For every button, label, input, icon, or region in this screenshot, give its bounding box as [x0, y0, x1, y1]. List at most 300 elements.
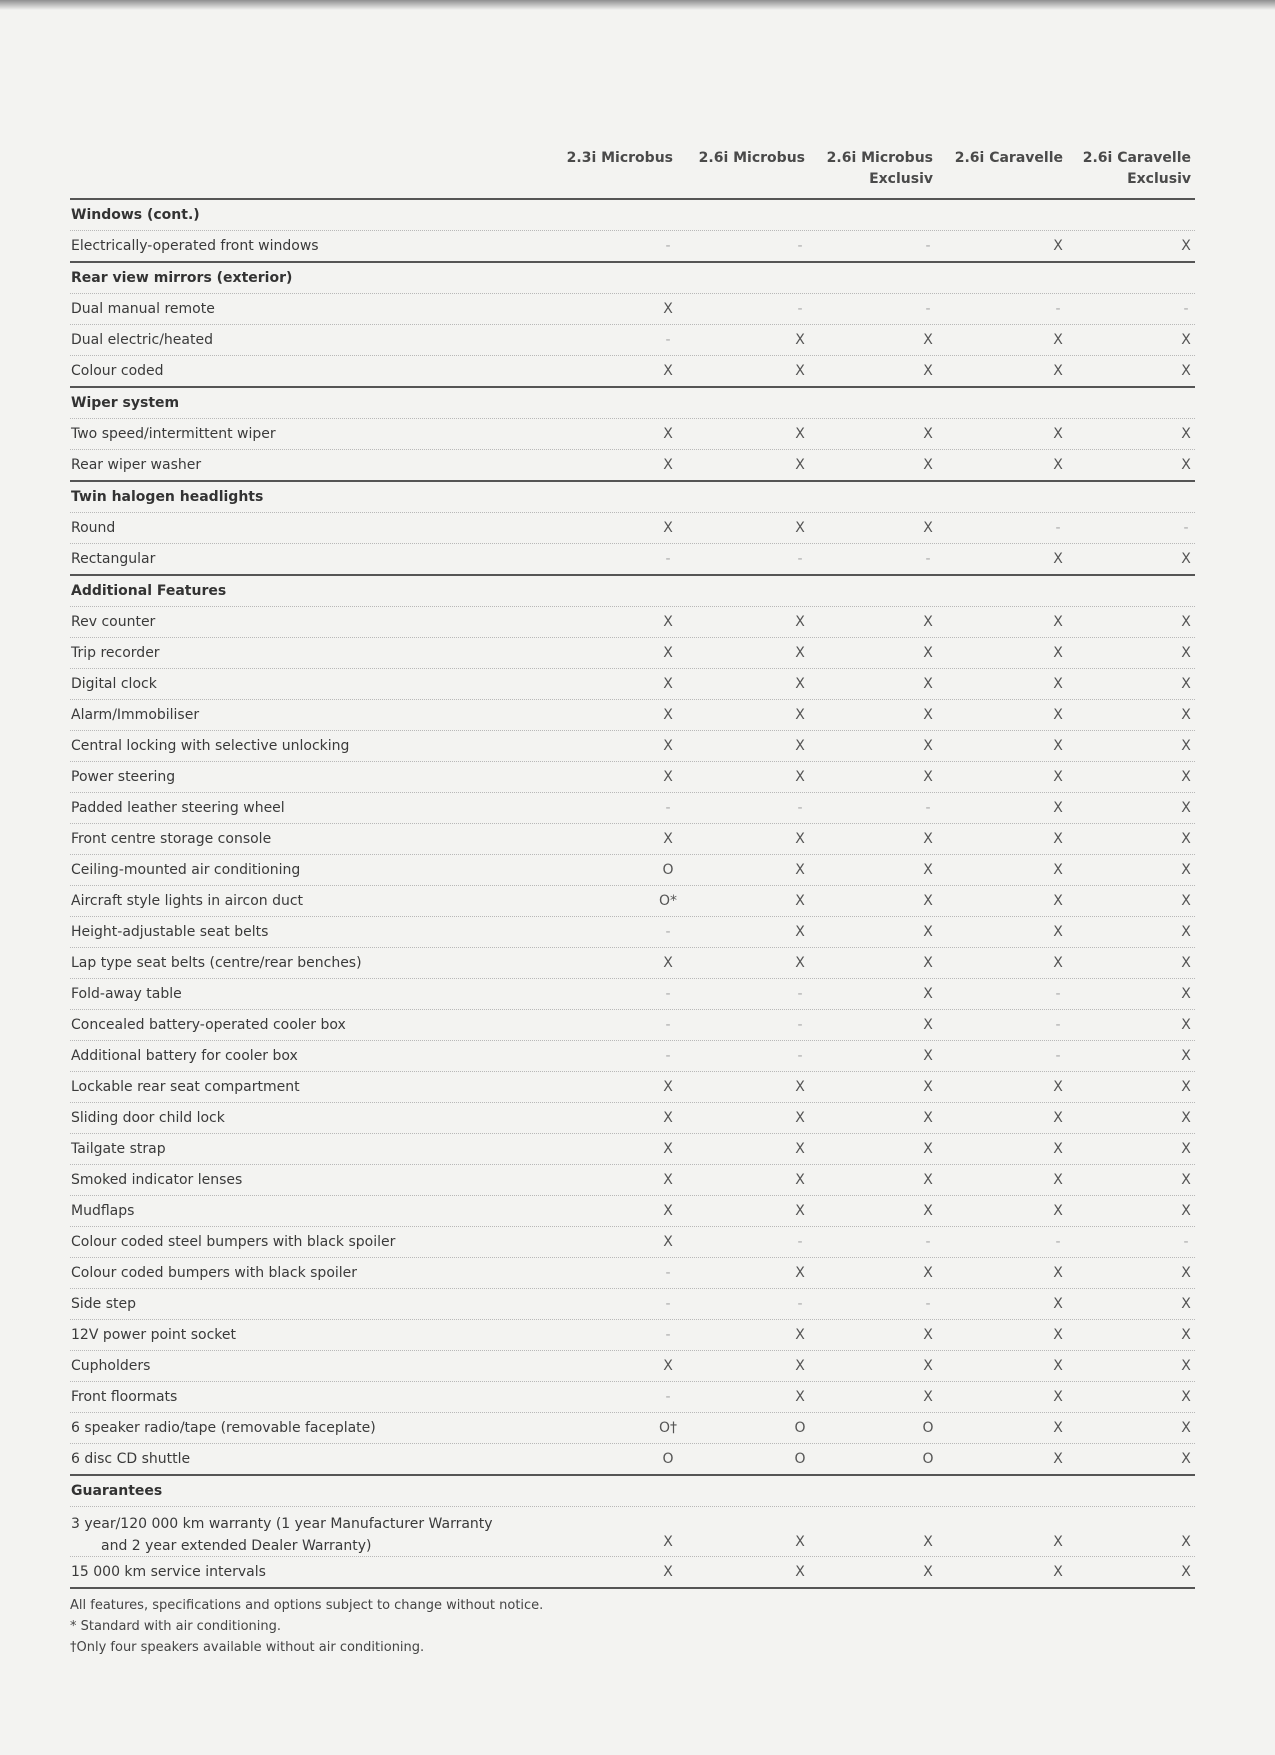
feature-label	[71, 1358, 150, 1374]
availability-cell: X	[795, 1534, 805, 1550]
column-header	[567, 148, 673, 169]
column-header-line: Exclusiv	[869, 171, 933, 187]
feature-label	[71, 363, 164, 379]
feature-label	[71, 1110, 225, 1126]
availability-cell: X	[663, 520, 673, 536]
feature-label	[71, 1564, 266, 1580]
availability-cell: X	[1181, 426, 1191, 442]
table-row	[70, 513, 1195, 544]
availability-cell: X	[1053, 426, 1063, 442]
feature-label-line: Rev counter	[71, 614, 156, 630]
availability-cell: -	[665, 551, 671, 567]
availability-cell: -	[925, 1234, 931, 1250]
table-row	[70, 1351, 1195, 1382]
availability-cell: X	[795, 831, 805, 847]
availability-cell: X	[1053, 1389, 1063, 1405]
availability-cell: X	[923, 520, 933, 536]
page-edge-shadow	[0, 0, 1275, 10]
feature-label	[71, 520, 115, 536]
availability-cell: X	[663, 1172, 673, 1188]
feature-label-line: Power steering	[71, 769, 176, 785]
table-row	[70, 1320, 1195, 1351]
availability-cell: X	[663, 457, 673, 473]
feature-label-line: Fold-away table	[71, 986, 182, 1002]
column-header-line: Exclusiv	[1127, 171, 1191, 187]
table-row	[70, 1010, 1195, 1041]
feature-label-line: Lap type seat belts (centre/rear benches)	[71, 955, 362, 971]
table-row	[70, 886, 1195, 917]
feature-label	[71, 551, 155, 567]
feature-label	[71, 1389, 177, 1405]
feature-label	[71, 1017, 346, 1033]
availability-cell: X	[795, 893, 805, 909]
table-row	[70, 1041, 1195, 1072]
availability-cell: -	[665, 332, 671, 348]
section-heading	[70, 576, 1195, 607]
feature-label-line: Concealed battery-operated cooler box	[71, 1017, 346, 1033]
feature-label	[71, 1172, 242, 1188]
feature-label	[71, 1234, 395, 1250]
availability-cell: X	[923, 1017, 933, 1033]
table-row	[70, 731, 1195, 762]
table-row	[70, 1289, 1195, 1320]
availability-cell: -	[797, 1048, 803, 1064]
availability-cell: -	[1183, 520, 1189, 536]
availability-cell: X	[795, 1358, 805, 1374]
availability-cell: -	[665, 1265, 671, 1281]
feature-label-line: Trip recorder	[71, 645, 160, 661]
table-row	[70, 607, 1195, 638]
availability-cell: X	[1181, 363, 1191, 379]
table-row	[70, 1227, 1195, 1258]
availability-cell: X	[663, 707, 673, 723]
feature-label	[71, 1079, 300, 1095]
availability-cell: O*	[658, 893, 678, 909]
availability-cell: X	[663, 1079, 673, 1095]
table-row	[70, 1382, 1195, 1413]
availability-cell: X	[1181, 707, 1191, 723]
availability-cell: X	[923, 1358, 933, 1374]
availability-cell: X	[923, 645, 933, 661]
feature-label-line: Lockable rear seat compartment	[71, 1079, 300, 1095]
feature-label-line: Front floormats	[71, 1389, 178, 1405]
availability-cell: X	[1053, 800, 1063, 816]
table-row	[70, 294, 1195, 325]
table-row	[70, 638, 1195, 669]
feature-label	[71, 1327, 236, 1343]
availability-cell: X	[923, 1389, 933, 1405]
availability-cell: O	[922, 1420, 934, 1436]
availability-cell: X	[1053, 457, 1063, 473]
availability-cell: -	[925, 301, 931, 317]
availability-cell: X	[1053, 1564, 1063, 1580]
availability-cell: X	[923, 1265, 933, 1281]
availability-cell: X	[1053, 332, 1063, 348]
availability-cell: X	[795, 769, 805, 785]
availability-cell: X	[1181, 1296, 1191, 1312]
availability-cell: X	[1053, 551, 1063, 567]
feature-label-line: Central locking with selective unlocking	[71, 738, 350, 754]
availability-cell: -	[1055, 986, 1061, 1002]
availability-cell: X	[663, 1110, 673, 1126]
availability-cell: X	[1053, 707, 1063, 723]
table-row	[70, 948, 1195, 979]
availability-cell: X	[923, 1079, 933, 1095]
availability-cell: X	[663, 676, 673, 692]
table-row	[70, 700, 1195, 731]
feature-label	[71, 1420, 376, 1436]
table-row	[70, 1444, 1195, 1476]
availability-cell: -	[665, 1327, 671, 1343]
availability-cell: -	[797, 800, 803, 816]
availability-cell: X	[923, 676, 933, 692]
availability-cell: X	[1181, 1389, 1191, 1405]
availability-cell: -	[1055, 1048, 1061, 1064]
feature-label	[71, 862, 300, 878]
availability-cell: -	[665, 800, 671, 816]
feature-label	[71, 614, 155, 630]
availability-cell: X	[795, 1079, 805, 1095]
availability-cell: X	[663, 1234, 673, 1250]
availability-cell: O†	[658, 1420, 678, 1436]
column-header-line: 2.6i Caravelle	[954, 150, 1063, 166]
availability-cell: -	[665, 1389, 671, 1405]
availability-cell: X	[1053, 1296, 1063, 1312]
feature-label-line: Mudflaps	[71, 1203, 135, 1219]
availability-cell: -	[797, 301, 803, 317]
availability-cell: X	[923, 1327, 933, 1343]
availability-cell: -	[1055, 1017, 1061, 1033]
feature-label-line: Colour coded steel bumpers with black spoiler	[71, 1234, 396, 1250]
availability-cell: X	[1181, 955, 1191, 971]
feature-label	[71, 238, 319, 254]
feature-label	[71, 426, 276, 442]
availability-cell: X	[1181, 1141, 1191, 1157]
availability-cell: X	[1053, 1265, 1063, 1281]
availability-cell: X	[1181, 862, 1191, 878]
availability-cell: X	[1181, 738, 1191, 754]
feature-label	[71, 676, 157, 692]
availability-cell: X	[1053, 614, 1063, 630]
availability-cell: X	[795, 738, 805, 754]
feature-label-line: Rear wiper washer	[71, 457, 202, 473]
availability-cell: X	[1181, 1451, 1191, 1467]
availability-cell: X	[663, 1358, 673, 1374]
availability-cell: X	[1053, 862, 1063, 878]
availability-cell: X	[1181, 676, 1191, 692]
feature-label	[71, 1141, 166, 1157]
availability-cell: X	[923, 1172, 933, 1188]
feature-label-line: Additional battery for cooler box	[71, 1048, 298, 1064]
table-row	[70, 1134, 1195, 1165]
feature-label	[71, 831, 271, 847]
table-row	[70, 1258, 1195, 1289]
feature-label-line: Electrically-operated front windows	[71, 238, 319, 254]
feature-label-line: Alarm/Immobiliser	[71, 707, 200, 723]
availability-cell: X	[1181, 1079, 1191, 1095]
availability-cell: -	[665, 1017, 671, 1033]
section-title: Additional Features	[71, 583, 227, 599]
availability-cell: -	[925, 1296, 931, 1312]
availability-cell: O	[794, 1420, 806, 1436]
feature-label-line: Cupholders	[71, 1358, 151, 1374]
section-heading	[70, 200, 1195, 231]
availability-cell: X	[923, 1141, 933, 1157]
table-row	[70, 1103, 1195, 1134]
availability-cell: X	[923, 363, 933, 379]
availability-cell: X	[663, 955, 673, 971]
features-table	[70, 200, 1195, 1589]
availability-cell: X	[1181, 924, 1191, 940]
feature-label	[71, 955, 362, 971]
availability-cell: X	[663, 738, 673, 754]
availability-cell: -	[797, 551, 803, 567]
availability-cell: O	[794, 1451, 806, 1467]
table-row	[70, 762, 1195, 793]
availability-cell: X	[795, 924, 805, 940]
availability-cell: X	[1181, 800, 1191, 816]
feature-label	[71, 1265, 357, 1281]
table-row	[70, 325, 1195, 356]
availability-cell: -	[797, 986, 803, 1002]
column-header	[827, 148, 933, 190]
availability-cell: X	[795, 955, 805, 971]
availability-cell: X	[1053, 769, 1063, 785]
column-headers	[70, 140, 1195, 198]
availability-cell: X	[663, 1534, 673, 1550]
availability-cell: X	[1181, 1017, 1191, 1033]
availability-cell: X	[1181, 238, 1191, 254]
availability-cell: X	[1181, 769, 1191, 785]
availability-cell: X	[795, 520, 805, 536]
availability-cell: -	[665, 1048, 671, 1064]
section-title: Guarantees	[71, 1483, 163, 1499]
availability-cell: X	[1053, 676, 1063, 692]
availability-cell: -	[925, 238, 931, 254]
feature-label-line: Front centre storage console	[71, 831, 272, 847]
feature-label-line: 6 disc CD shuttle	[71, 1451, 191, 1467]
availability-cell: X	[923, 332, 933, 348]
availability-cell: -	[1055, 1234, 1061, 1250]
feature-label	[71, 645, 160, 661]
availability-cell: X	[923, 426, 933, 442]
availability-cell: X	[923, 893, 933, 909]
footnote: †Only four speakers available without air conditioning.	[70, 1640, 425, 1655]
feature-label-line: Colour coded bumpers with black spoiler	[71, 1265, 358, 1281]
table-row	[70, 1165, 1195, 1196]
availability-cell: X	[795, 645, 805, 661]
availability-cell: X	[923, 862, 933, 878]
availability-cell: X	[923, 986, 933, 1002]
availability-cell: X	[795, 1110, 805, 1126]
availability-cell: X	[795, 862, 805, 878]
availability-cell: X	[795, 614, 805, 630]
table-row	[70, 450, 1195, 482]
availability-cell: -	[797, 1234, 803, 1250]
availability-cell: X	[795, 676, 805, 692]
section-heading	[70, 1476, 1195, 1507]
availability-cell: X	[1053, 363, 1063, 379]
availability-cell: -	[1183, 301, 1189, 317]
feature-label	[71, 986, 182, 1002]
section-title: Twin halogen headlights	[71, 489, 264, 505]
feature-label-line: Side step	[71, 1296, 137, 1312]
availability-cell: X	[663, 831, 673, 847]
availability-cell: X	[1053, 738, 1063, 754]
availability-cell: X	[1181, 831, 1191, 847]
availability-cell: X	[795, 1203, 805, 1219]
feature-label	[71, 707, 199, 723]
availability-cell: X	[923, 924, 933, 940]
availability-cell: X	[923, 769, 933, 785]
availability-cell: X	[663, 1564, 673, 1580]
feature-label-line: Rectangular	[71, 551, 156, 567]
availability-cell: X	[1053, 1079, 1063, 1095]
availability-cell: X	[1053, 1534, 1063, 1550]
table-row	[70, 824, 1195, 855]
availability-cell: X	[663, 645, 673, 661]
footnote: * Standard with air conditioning.	[70, 1619, 282, 1634]
table-row	[70, 544, 1195, 576]
availability-cell: X	[1181, 1203, 1191, 1219]
availability-cell: O	[662, 862, 674, 878]
feature-label	[71, 924, 268, 940]
availability-cell: X	[1181, 1564, 1191, 1580]
column-header-line: 2.6i Caravelle	[1082, 150, 1191, 166]
availability-cell: X	[1053, 1420, 1063, 1436]
feature-label	[71, 301, 215, 317]
availability-cell: X	[1053, 831, 1063, 847]
feature-label	[71, 1048, 298, 1064]
feature-label	[71, 1296, 136, 1312]
feature-label-line: 12V power point socket	[71, 1327, 236, 1343]
section-title: Wiper system	[71, 395, 180, 411]
availability-cell: X	[923, 1534, 933, 1550]
feature-label	[71, 1513, 493, 1557]
feature-label-line: Two speed/intermittent wiper	[71, 426, 276, 442]
availability-cell: X	[1181, 1327, 1191, 1343]
availability-cell: -	[797, 238, 803, 254]
section-heading	[70, 388, 1195, 419]
feature-label-line: Aircraft style lights in aircon duct	[71, 893, 304, 909]
feature-label-line: Tailgate strap	[71, 1141, 166, 1157]
availability-cell: X	[1181, 457, 1191, 473]
availability-cell: X	[923, 707, 933, 723]
feature-label	[71, 769, 175, 785]
availability-cell: X	[795, 332, 805, 348]
availability-cell: X	[923, 955, 933, 971]
availability-cell: X	[1181, 1420, 1191, 1436]
availability-cell: X	[923, 457, 933, 473]
availability-cell: X	[923, 1203, 933, 1219]
feature-label-line: 15 000 km service intervals	[71, 1564, 266, 1580]
section-title: Windows (cont.)	[71, 207, 200, 223]
feature-label	[71, 457, 201, 473]
table-row	[70, 669, 1195, 700]
availability-cell: X	[923, 831, 933, 847]
table-row	[70, 1507, 1195, 1557]
column-header	[1083, 148, 1191, 190]
availability-cell: -	[665, 238, 671, 254]
table-row	[70, 855, 1195, 886]
feature-label-line: Padded leather steering wheel	[71, 800, 285, 816]
availability-cell: X	[795, 1327, 805, 1343]
feature-label-line: Dual manual remote	[71, 301, 215, 317]
availability-cell: X	[1181, 986, 1191, 1002]
availability-cell: X	[1181, 1358, 1191, 1374]
availability-cell: X	[923, 738, 933, 754]
feature-label-line: Round	[71, 520, 116, 536]
availability-cell: X	[923, 614, 933, 630]
column-header	[699, 148, 805, 169]
availability-cell: X	[923, 1564, 933, 1580]
availability-cell: X	[663, 301, 673, 317]
feature-label-continuation: and 2 year extended Dealer Warranty)	[101, 1538, 372, 1554]
availability-cell: X	[795, 1141, 805, 1157]
availability-cell: X	[663, 363, 673, 379]
table-row	[70, 356, 1195, 388]
availability-cell: -	[1055, 301, 1061, 317]
availability-cell: X	[795, 1172, 805, 1188]
feature-label	[71, 893, 303, 909]
column-header-line: 2.6i Microbus	[698, 150, 805, 166]
availability-cell: X	[1181, 1048, 1191, 1064]
feature-label	[71, 332, 213, 348]
availability-cell: -	[665, 986, 671, 1002]
footnote: All features, specifications and options subject to change without notice.	[70, 1598, 544, 1613]
availability-cell: X	[1053, 645, 1063, 661]
table-row	[70, 1557, 1195, 1589]
availability-cell: X	[795, 363, 805, 379]
availability-cell: X	[1181, 332, 1191, 348]
feature-label	[71, 1451, 190, 1467]
column-header	[955, 148, 1063, 169]
feature-label-line: Smoked indicator lenses	[71, 1172, 243, 1188]
availability-cell: O	[922, 1451, 934, 1467]
availability-cell: -	[665, 924, 671, 940]
availability-cell: X	[1053, 1141, 1063, 1157]
availability-cell: X	[663, 426, 673, 442]
feature-label-line: Dual electric/heated	[71, 332, 213, 348]
availability-cell: X	[663, 1203, 673, 1219]
availability-cell: X	[663, 614, 673, 630]
availability-cell: X	[1053, 238, 1063, 254]
availability-cell: X	[1053, 955, 1063, 971]
feature-label-line: Sliding door child lock	[71, 1110, 225, 1126]
availability-cell: X	[1053, 1110, 1063, 1126]
availability-cell: X	[1181, 645, 1191, 661]
availability-cell: X	[1053, 1451, 1063, 1467]
table-row	[70, 1413, 1195, 1444]
availability-cell: X	[1053, 1172, 1063, 1188]
availability-cell: X	[1053, 1203, 1063, 1219]
feature-label-line: Digital clock	[71, 676, 157, 692]
table-row	[70, 419, 1195, 450]
availability-cell: X	[1181, 614, 1191, 630]
availability-cell: X	[795, 1265, 805, 1281]
availability-cell: O	[662, 1451, 674, 1467]
feature-label-line: Height-adjustable seat belts	[71, 924, 269, 940]
availability-cell: X	[1053, 924, 1063, 940]
availability-cell: X	[1053, 1358, 1063, 1374]
availability-cell: X	[795, 1389, 805, 1405]
availability-cell: X	[795, 1564, 805, 1580]
availability-cell: X	[795, 426, 805, 442]
availability-cell: X	[1181, 1172, 1191, 1188]
feature-label-line: Colour coded	[71, 363, 164, 379]
feature-label-line: 3 year/120 000 km warranty (1 year Manufacturer Warranty	[71, 1516, 493, 1532]
availability-cell: X	[663, 1141, 673, 1157]
